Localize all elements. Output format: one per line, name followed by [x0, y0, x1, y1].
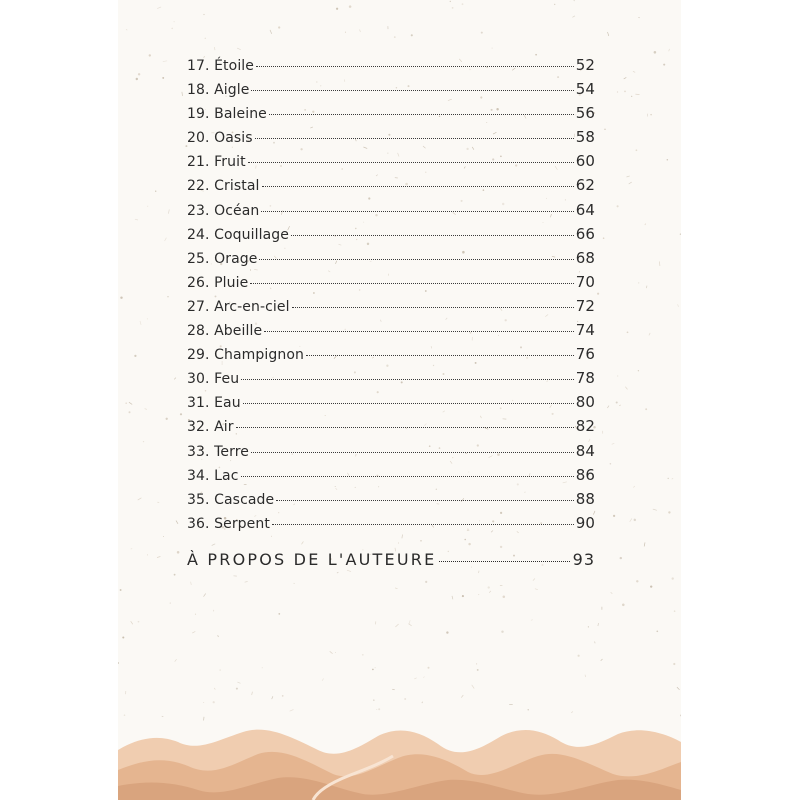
speckle — [472, 685, 475, 689]
speckle — [650, 114, 652, 116]
speckle — [634, 519, 636, 521]
speckle — [218, 635, 219, 637]
speckle — [669, 49, 670, 51]
speckle — [212, 544, 216, 546]
speckle — [617, 91, 618, 92]
speckle — [245, 582, 248, 583]
speckle — [118, 662, 119, 664]
dot-leader — [251, 90, 573, 91]
speckle — [394, 36, 396, 38]
speckle — [262, 667, 263, 668]
speckle — [667, 159, 669, 161]
dot-leader — [276, 500, 573, 501]
toc-entry-title: 19. Baleine — [187, 106, 267, 123]
speckle — [638, 282, 639, 283]
toc-entry-page: 93 — [572, 550, 595, 569]
toc-entry-page: 76 — [575, 345, 595, 364]
speckle — [131, 621, 133, 624]
speckle — [278, 26, 280, 28]
mountain-illustration — [118, 720, 681, 800]
toc-entry-title: 22. Cristal — [187, 178, 260, 195]
speckle — [597, 293, 599, 295]
speckle — [362, 654, 364, 656]
speckle — [192, 631, 195, 633]
speckle — [649, 333, 650, 336]
speckle — [578, 655, 580, 657]
speckle — [673, 663, 675, 665]
speckle — [398, 542, 399, 543]
speckle — [237, 682, 240, 683]
dot-leader — [269, 114, 574, 115]
speckle — [236, 688, 238, 690]
speckle — [492, 48, 493, 49]
speckle — [360, 30, 361, 33]
speckle — [624, 77, 627, 79]
speckle — [191, 582, 192, 585]
toc-entry-title: 23. Océan — [187, 202, 260, 219]
speckle — [620, 557, 622, 559]
dot-leader — [292, 307, 574, 308]
speckle — [619, 405, 621, 406]
speckle — [136, 78, 138, 80]
speckle — [122, 636, 124, 638]
dot-leader — [241, 379, 574, 380]
toc-entry-page: 70 — [575, 272, 595, 291]
speckle — [617, 205, 619, 207]
speckle — [476, 663, 477, 664]
speckle — [134, 355, 136, 357]
toc-entry-title: 31. Eau — [187, 395, 241, 412]
toc-entry[interactable] — [187, 273, 595, 297]
toc-entry[interactable] — [187, 225, 595, 249]
speckle — [533, 579, 535, 581]
toc-entry-page: 86 — [575, 465, 595, 484]
toc-entry-page: 66 — [575, 224, 595, 243]
toc-entry-page: 88 — [575, 489, 595, 508]
speckle — [630, 518, 632, 521]
dot-leader — [261, 211, 573, 212]
toc-entry-page: 54 — [575, 80, 595, 99]
speckle — [461, 695, 463, 698]
speckle — [634, 486, 635, 488]
speckle — [205, 38, 206, 39]
speckle — [464, 539, 466, 541]
speckle — [635, 94, 639, 95]
speckle — [645, 408, 647, 410]
speckle — [631, 96, 632, 97]
speckle — [138, 621, 140, 623]
speckle — [214, 47, 215, 50]
speckle — [598, 623, 599, 626]
toc-entry-title: 35. Cascade — [187, 491, 275, 508]
speckle — [145, 409, 147, 410]
speckle — [667, 478, 668, 479]
toc-entry[interactable] — [187, 490, 595, 514]
toc-entry-title: 33. Terre — [187, 443, 249, 460]
speckle — [163, 61, 167, 62]
speckle — [203, 14, 204, 15]
speckle — [270, 30, 272, 34]
toc-entry-title: 34. Lac — [187, 467, 239, 484]
speckle — [616, 401, 618, 403]
dot-leader — [262, 186, 574, 187]
speckle — [678, 304, 679, 307]
speckle — [376, 709, 377, 710]
speckle — [481, 32, 483, 34]
speckle — [135, 219, 138, 220]
speckle — [423, 677, 424, 678]
speckle — [213, 701, 215, 703]
speckle — [163, 536, 164, 537]
dot-leader — [259, 259, 573, 260]
speckle — [174, 574, 176, 576]
toc-entry-title: 25. Orage — [187, 250, 258, 267]
speckle — [452, 7, 454, 9]
speckle — [167, 296, 168, 297]
dot-leader — [251, 452, 574, 453]
speckle — [322, 679, 324, 681]
speckle — [330, 651, 333, 653]
toc-entry-page: 84 — [575, 441, 595, 460]
dot-leader — [236, 427, 574, 428]
speckle — [554, 4, 555, 5]
speckle — [477, 669, 479, 671]
toc-entry[interactable] — [187, 369, 595, 393]
speckle — [125, 402, 127, 404]
speckle — [290, 710, 294, 712]
speckle — [627, 331, 629, 333]
speckle — [653, 509, 657, 510]
speckle — [677, 687, 680, 690]
toc-entry-title: 20. Oasis — [187, 130, 253, 147]
toc-entry[interactable] — [187, 321, 595, 345]
speckle — [203, 702, 204, 703]
speckle — [633, 71, 635, 72]
speckle — [180, 413, 182, 415]
speckle — [603, 237, 605, 239]
speckle — [335, 652, 336, 653]
speckle — [138, 73, 140, 75]
speckle — [182, 92, 183, 96]
speckle — [636, 149, 638, 151]
speckle — [422, 702, 423, 703]
speckle — [644, 542, 645, 546]
speckle — [574, 0, 575, 1]
toc-entry-page: 80 — [575, 393, 595, 412]
speckle — [337, 572, 339, 573]
speckle — [531, 620, 533, 621]
toc-entry-page: 72 — [575, 296, 595, 315]
table-of-contents — [187, 56, 595, 538]
speckle — [176, 521, 178, 524]
speckle — [213, 610, 214, 612]
toc-entry-title: 30. Feu — [187, 371, 240, 388]
speckle — [373, 699, 375, 701]
speckle — [166, 418, 168, 420]
speckle — [656, 630, 658, 632]
speckle — [535, 589, 538, 590]
speckle — [680, 233, 681, 235]
speckle — [601, 659, 603, 661]
speckle — [336, 8, 338, 10]
speckle — [446, 631, 448, 633]
toc-entry-page: 60 — [575, 152, 595, 171]
speckle — [378, 708, 380, 710]
speckle — [607, 406, 609, 408]
toc-entry-page: 52 — [575, 56, 595, 74]
speckle — [595, 642, 596, 644]
speckle — [478, 594, 479, 595]
toc-entry[interactable] — [187, 514, 595, 538]
dot-leader — [248, 162, 574, 163]
dot-leader — [272, 524, 574, 525]
speckle — [138, 498, 142, 500]
toc-entry-title: À PROPOS DE L'AUTEURE — [187, 550, 437, 569]
toc-entry[interactable] — [187, 249, 595, 273]
speckle — [450, 1, 451, 2]
speckle — [392, 689, 395, 690]
speckle — [572, 16, 575, 17]
dot-leader — [256, 66, 574, 67]
toc-entry-title: 28. Abeille — [187, 323, 263, 340]
toc-entry-title: 18. Aigle — [187, 82, 250, 99]
speckle — [155, 191, 156, 192]
speckle — [120, 296, 122, 298]
speckle — [500, 546, 502, 548]
speckle — [645, 224, 646, 225]
speckle — [147, 318, 148, 319]
toc-entry[interactable] — [187, 176, 595, 200]
speckle — [428, 667, 430, 669]
toc-entry[interactable] — [187, 417, 595, 441]
speckle — [195, 614, 196, 615]
speckle — [237, 48, 241, 50]
toc-entry-page: 82 — [575, 417, 595, 436]
speckle — [278, 613, 280, 615]
speckle — [395, 624, 398, 627]
dot-leader — [243, 403, 574, 404]
speckle — [162, 77, 164, 79]
speckle — [129, 411, 131, 413]
toc-entry[interactable] — [187, 345, 595, 369]
speckle — [604, 129, 605, 130]
toc-entry[interactable] — [187, 297, 595, 321]
speckle — [147, 206, 148, 207]
speckle — [345, 32, 346, 33]
speckle — [175, 659, 177, 661]
toc-entry[interactable] — [187, 80, 595, 104]
speckle — [157, 7, 161, 9]
speckle — [646, 286, 647, 289]
toc-entry[interactable] — [187, 56, 595, 80]
speckle — [674, 610, 676, 612]
toc-entry-page: 56 — [575, 104, 595, 123]
dot-leader — [439, 561, 569, 562]
speckle — [171, 28, 173, 30]
speckle — [608, 32, 609, 36]
speckle — [302, 542, 304, 545]
speckle — [395, 588, 398, 589]
speckle — [571, 712, 573, 713]
speckle — [612, 443, 615, 444]
speckle — [149, 54, 151, 56]
speckle — [177, 551, 180, 554]
speckle — [488, 586, 490, 588]
speckle — [252, 692, 253, 695]
toc-entry-title: 17. Étoile — [187, 58, 255, 74]
toc-entry-page: 58 — [575, 128, 595, 147]
speckle — [372, 669, 374, 671]
speckle — [411, 34, 413, 36]
speckle — [272, 696, 273, 699]
speckle — [625, 387, 627, 390]
dot-leader — [241, 476, 574, 477]
speckle — [174, 378, 176, 380]
speckle — [157, 557, 160, 558]
speckle — [349, 5, 352, 8]
speckle — [610, 463, 612, 465]
toc-entry[interactable] — [187, 466, 595, 490]
toc-entry-title: 21. Fruit — [187, 154, 246, 171]
speckle — [489, 591, 491, 593]
speckle — [220, 670, 221, 671]
speckle — [611, 593, 613, 594]
toc-entry[interactable] — [187, 201, 595, 225]
dot-leader — [306, 355, 574, 356]
speckle — [659, 261, 660, 266]
speckle — [140, 321, 141, 325]
toc-entry[interactable] — [187, 152, 595, 176]
speckle — [404, 698, 406, 700]
speckle — [588, 626, 589, 627]
speckle — [617, 376, 618, 377]
speckle — [672, 478, 673, 479]
toc-entry-title: 32. Air — [187, 419, 234, 436]
toc-entry-title: 26. Pluie — [187, 274, 249, 291]
toc-entry[interactable] — [187, 442, 595, 466]
toc-entry-page: 64 — [575, 200, 595, 219]
toc-entry-title: 36. Serpent — [187, 515, 270, 532]
speckle — [636, 580, 638, 582]
speckle — [613, 515, 615, 517]
speckle — [282, 695, 284, 697]
speckle — [425, 581, 427, 583]
speckle — [462, 3, 464, 5]
speckle — [420, 540, 422, 542]
speckle — [672, 577, 674, 579]
speckle — [624, 90, 626, 92]
toc-entry-about-author[interactable] — [187, 550, 595, 569]
toc-entry-page: 90 — [575, 513, 595, 532]
toc-entry-title: 24. Coquillage — [187, 226, 289, 243]
toc-entry-page: 68 — [575, 248, 595, 267]
toc-entry-page: 62 — [575, 176, 595, 195]
dot-leader — [264, 331, 574, 332]
speckle — [680, 714, 681, 716]
speckle — [129, 402, 132, 404]
dot-leader — [255, 138, 574, 139]
speckle — [168, 210, 169, 214]
speckle — [204, 594, 206, 597]
speckle — [124, 714, 126, 716]
speckle — [528, 709, 529, 710]
book-page — [118, 0, 681, 800]
speckle — [174, 21, 175, 22]
speckle — [638, 370, 639, 371]
speckle — [165, 238, 167, 241]
speckle — [629, 182, 632, 184]
speckle — [501, 630, 503, 632]
speckle — [668, 511, 670, 513]
speckle — [214, 688, 215, 690]
speckle — [126, 29, 127, 30]
speckle — [143, 441, 144, 442]
speckle — [347, 570, 351, 571]
speckle — [452, 596, 453, 599]
speckle — [650, 585, 652, 587]
speckle — [468, 543, 470, 545]
speckle — [663, 64, 665, 66]
toc-entry-title: 27. Arc-en-ciel — [187, 298, 290, 315]
toc-entry[interactable] — [187, 104, 595, 128]
toc-entry-title: 29. Champignon — [187, 347, 304, 364]
toc-entry-page: 78 — [575, 369, 595, 388]
dot-leader — [250, 283, 573, 284]
toc-entry-page: 74 — [575, 321, 595, 340]
speckle — [622, 604, 625, 607]
speckle — [627, 176, 630, 177]
toc-entry[interactable] — [187, 128, 595, 152]
speckle — [294, 583, 295, 584]
speckle — [120, 589, 122, 591]
toc-entry[interactable] — [187, 393, 595, 417]
speckle — [414, 678, 416, 679]
speckle — [170, 602, 171, 603]
speckle — [503, 595, 506, 598]
speckle — [462, 595, 464, 597]
dot-leader — [291, 235, 574, 236]
speckle — [654, 51, 657, 54]
speckle — [375, 667, 376, 668]
speckle — [131, 549, 133, 550]
speckle — [585, 675, 586, 677]
